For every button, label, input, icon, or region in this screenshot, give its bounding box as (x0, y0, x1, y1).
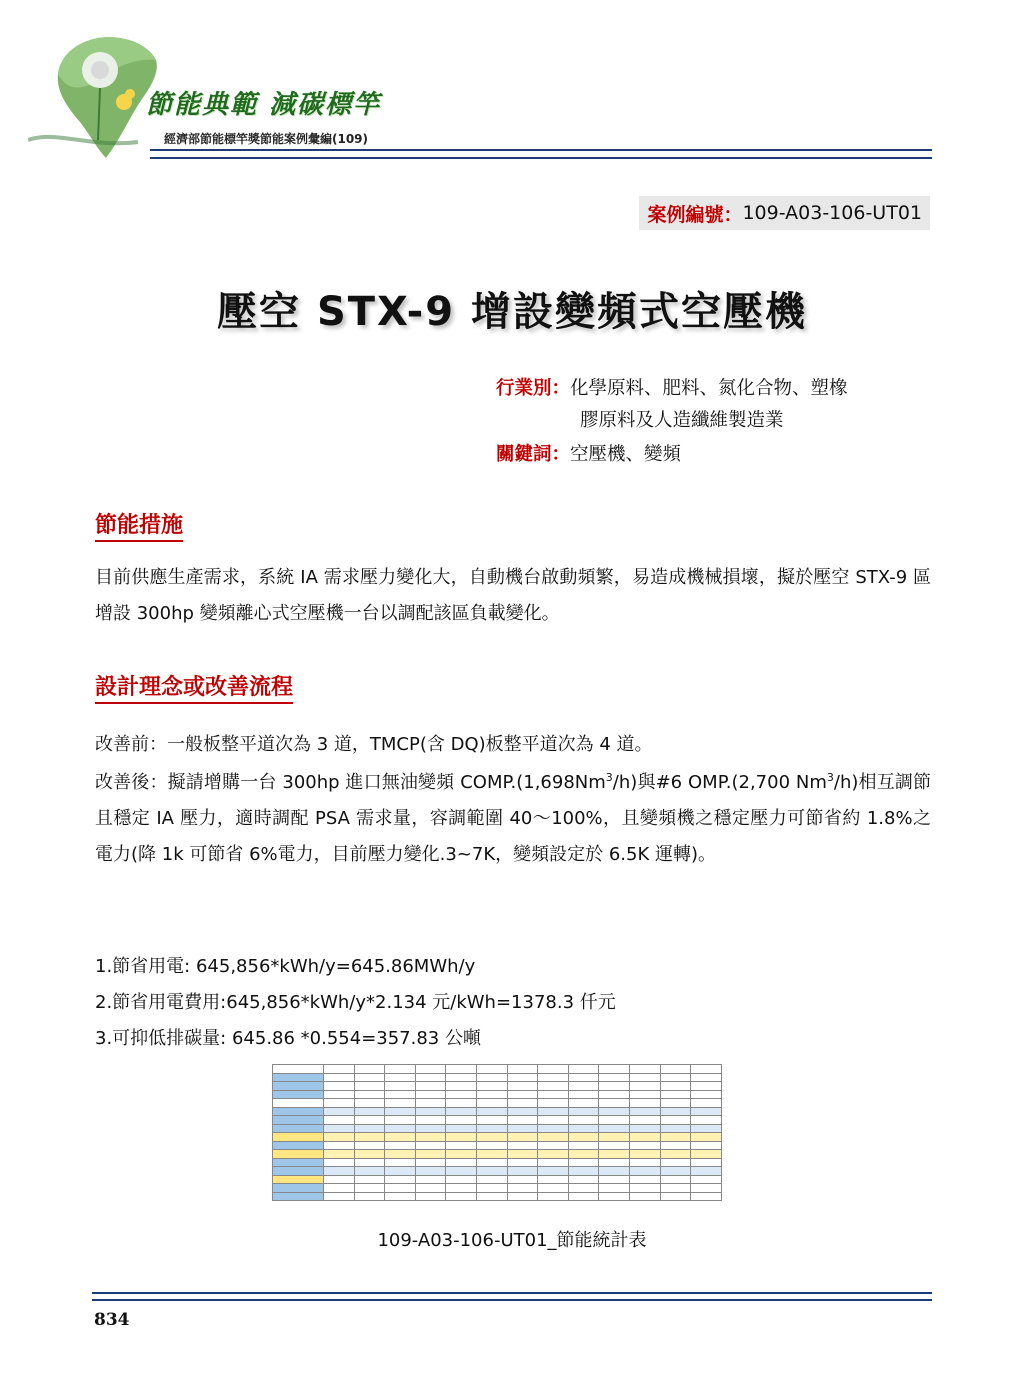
page-title: 壓空 STX-9 增設變頻式空壓機 (217, 289, 807, 335)
section-heading-measures: 節能措施 (95, 508, 183, 542)
table-image-title (272, 1056, 756, 1064)
table-caption: 109-A03-106-UT01_節能統計表 (377, 1230, 647, 1251)
industry-row (496, 374, 848, 404)
case-number (639, 196, 930, 230)
measures-paragraph: 目前供應生產需求，系統 IA 需求壓力變化大，自動機台啟動頻繁，易造成機械損壞，擬於壓空 STX-9 區增設 300hp 變頻離心式空壓機一台以調配該區負載變化。 (95, 567, 931, 624)
after-text-2: /h)與#6 OMP.(2,700 Nm (612, 772, 827, 793)
keywords-label: 關鍵詞： (496, 444, 571, 465)
after-paragraph (95, 760, 931, 873)
industry-value: 化學原料、肥料、氮化合物、塑橡 (570, 378, 848, 399)
before-text: 改善前：一般板整平道次為 3 道，TMCP(含 DQ)板整平道次為 4 道。 (95, 734, 653, 755)
result-line-1: 1.節省用電: 645,856*kWh/y=645.86MWh/y (95, 956, 476, 977)
after-text-3: /h)相互調節且穩定 IA 壓力，適時調配 PSA 需求量，容調範圍 40～100%，且變頻機之穩定壓力可節省約 1.8%之電力(降 1k 可節省 6%電力，目前壓力變化.3~7K，變頻設定於 6.5K 運轉)。 (95, 772, 932, 865)
superscript-3b: 3 (826, 771, 834, 784)
header-rule (150, 149, 932, 159)
result-line-3: 3.可抑低排碳量: 645.86 *0.554=357.83 公噸 (95, 1028, 481, 1049)
industry-value-line2: 膠原料及人造纖維製造業 (580, 410, 784, 431)
case-number-label: 案例編號： (647, 203, 743, 226)
footer-rule (92, 1292, 932, 1301)
keywords-row (496, 440, 681, 470)
statistics-mini-table (272, 1064, 722, 1201)
header-title: 節能典範 減碳標竿 (146, 90, 382, 120)
case-number-value: 109-A03-106-UT01 (742, 202, 922, 224)
page-number: 834 (94, 1310, 130, 1330)
after-text-1: 改善後：擬請增購一台 300hp 進口無油變頻 COMP.(1,698Nm (95, 772, 606, 793)
section-heading-design: 設計理念或改善流程 (95, 670, 293, 704)
industry-label: 行業別： (496, 378, 571, 399)
keywords-value: 空壓機、變頻 (570, 444, 682, 465)
result-line-2: 2.節省用電費用:645,856*kWh/y*2.134 元/kWh=1378.3 仟元 (95, 992, 616, 1013)
header-subtitle: 經濟部節能標竿獎節能案例彙編(109) (164, 132, 369, 146)
energy-statistics-table-image (272, 1056, 756, 1214)
superscript-3: 3 (605, 771, 613, 784)
